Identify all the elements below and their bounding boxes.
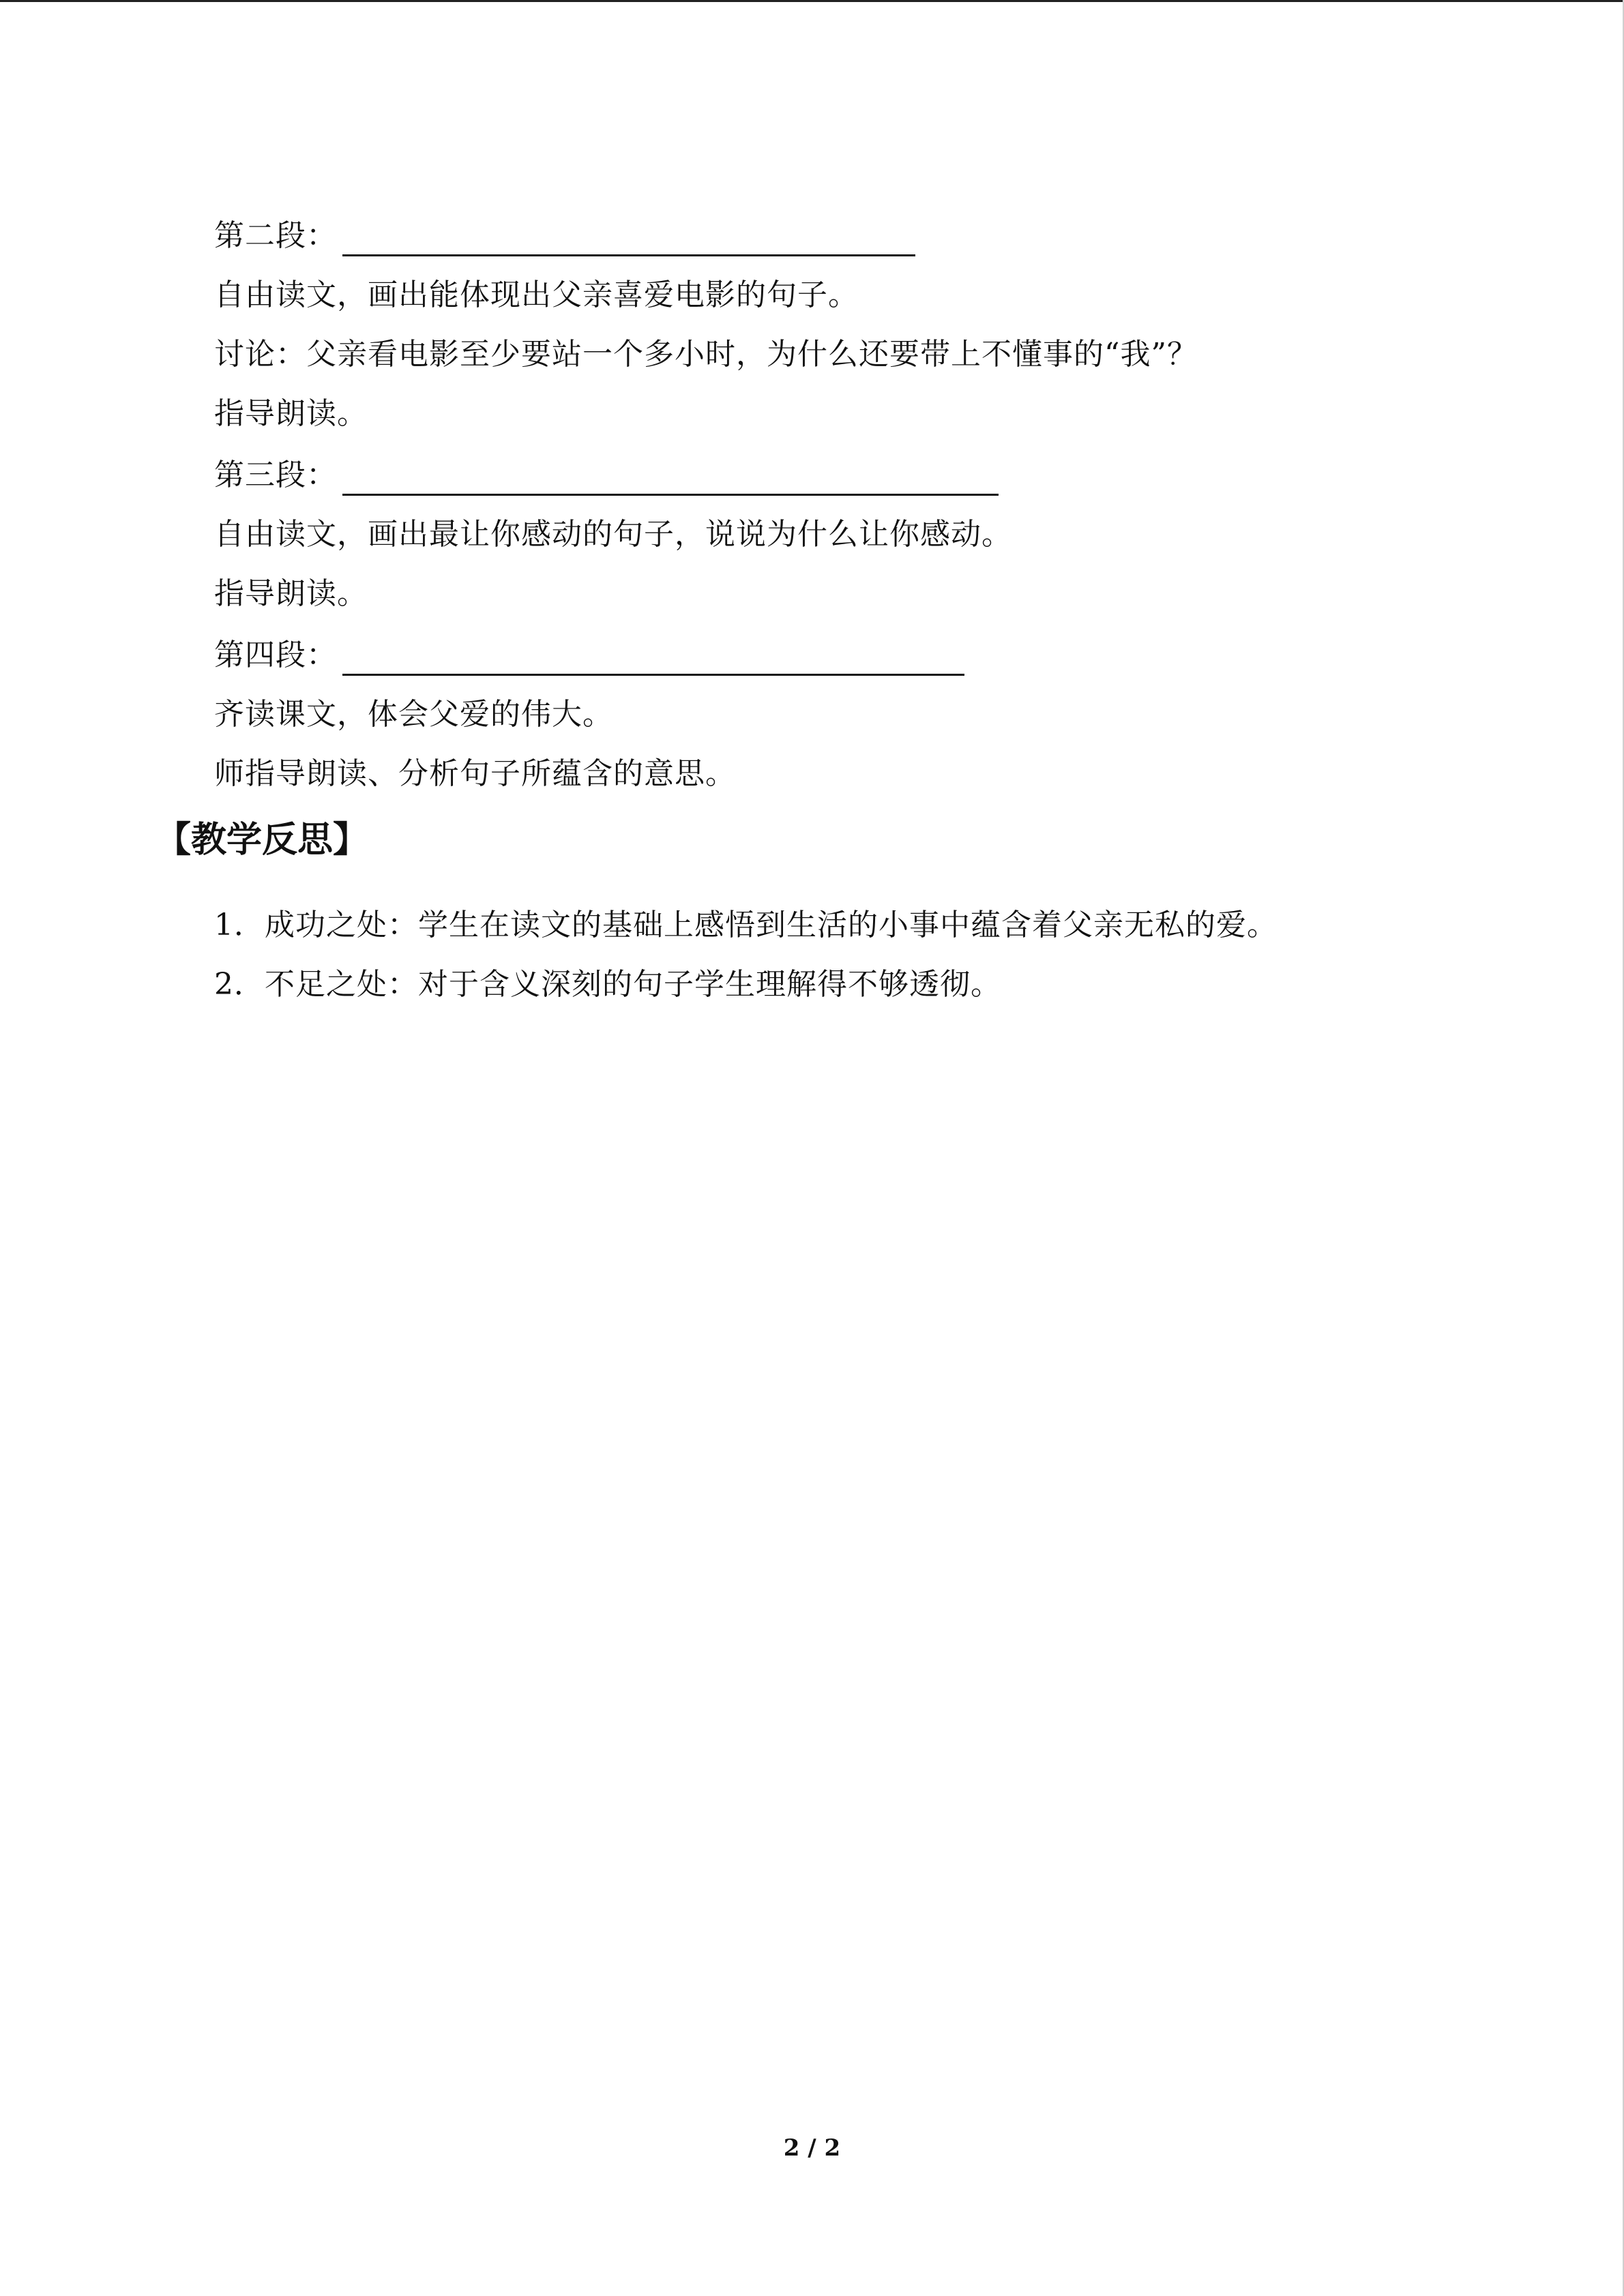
section-heading: 【教学反思】 <box>156 820 369 861</box>
text-line: 指导朗读。 <box>214 396 368 431</box>
top-border <box>0 0 1624 2</box>
text-line: 自由读文，画出能体现出父亲喜爱电影的句子。 <box>214 278 859 312</box>
text-line: 自由读文，画出最让你感动的句子，说说为什么让你感动。 <box>214 517 1012 552</box>
text-line: 指导朗读。 <box>214 576 368 611</box>
fill-in-blank <box>342 462 999 496</box>
text-line: 师指导朗读、分析句子所蕴含的意思。 <box>214 756 736 791</box>
fill-in-blank <box>342 223 915 256</box>
text-line: 讨论：父亲看电影至少要站一个多小时，为什么还要带上不懂事的“我”？ <box>214 337 1198 372</box>
paragraph-four-label: 第四段： <box>214 635 964 676</box>
page-number: 2 / 2 <box>783 2134 841 2162</box>
fill-in-blank <box>342 642 964 676</box>
paragraph-three-label: 第三段： <box>214 455 999 496</box>
reflection-item: 1．成功之处：学生在读文的基础上感悟到生活的小事中蕴含着父亲无私的爱。 <box>214 908 1278 942</box>
reflection-item: 2．不足之处：对于含义深刻的句子学生理解得不够透彻。 <box>214 967 1001 1002</box>
paragraph-two-label: 第二段： <box>214 215 915 256</box>
text-line: 齐读课文，体会父爱的伟大。 <box>214 697 613 732</box>
